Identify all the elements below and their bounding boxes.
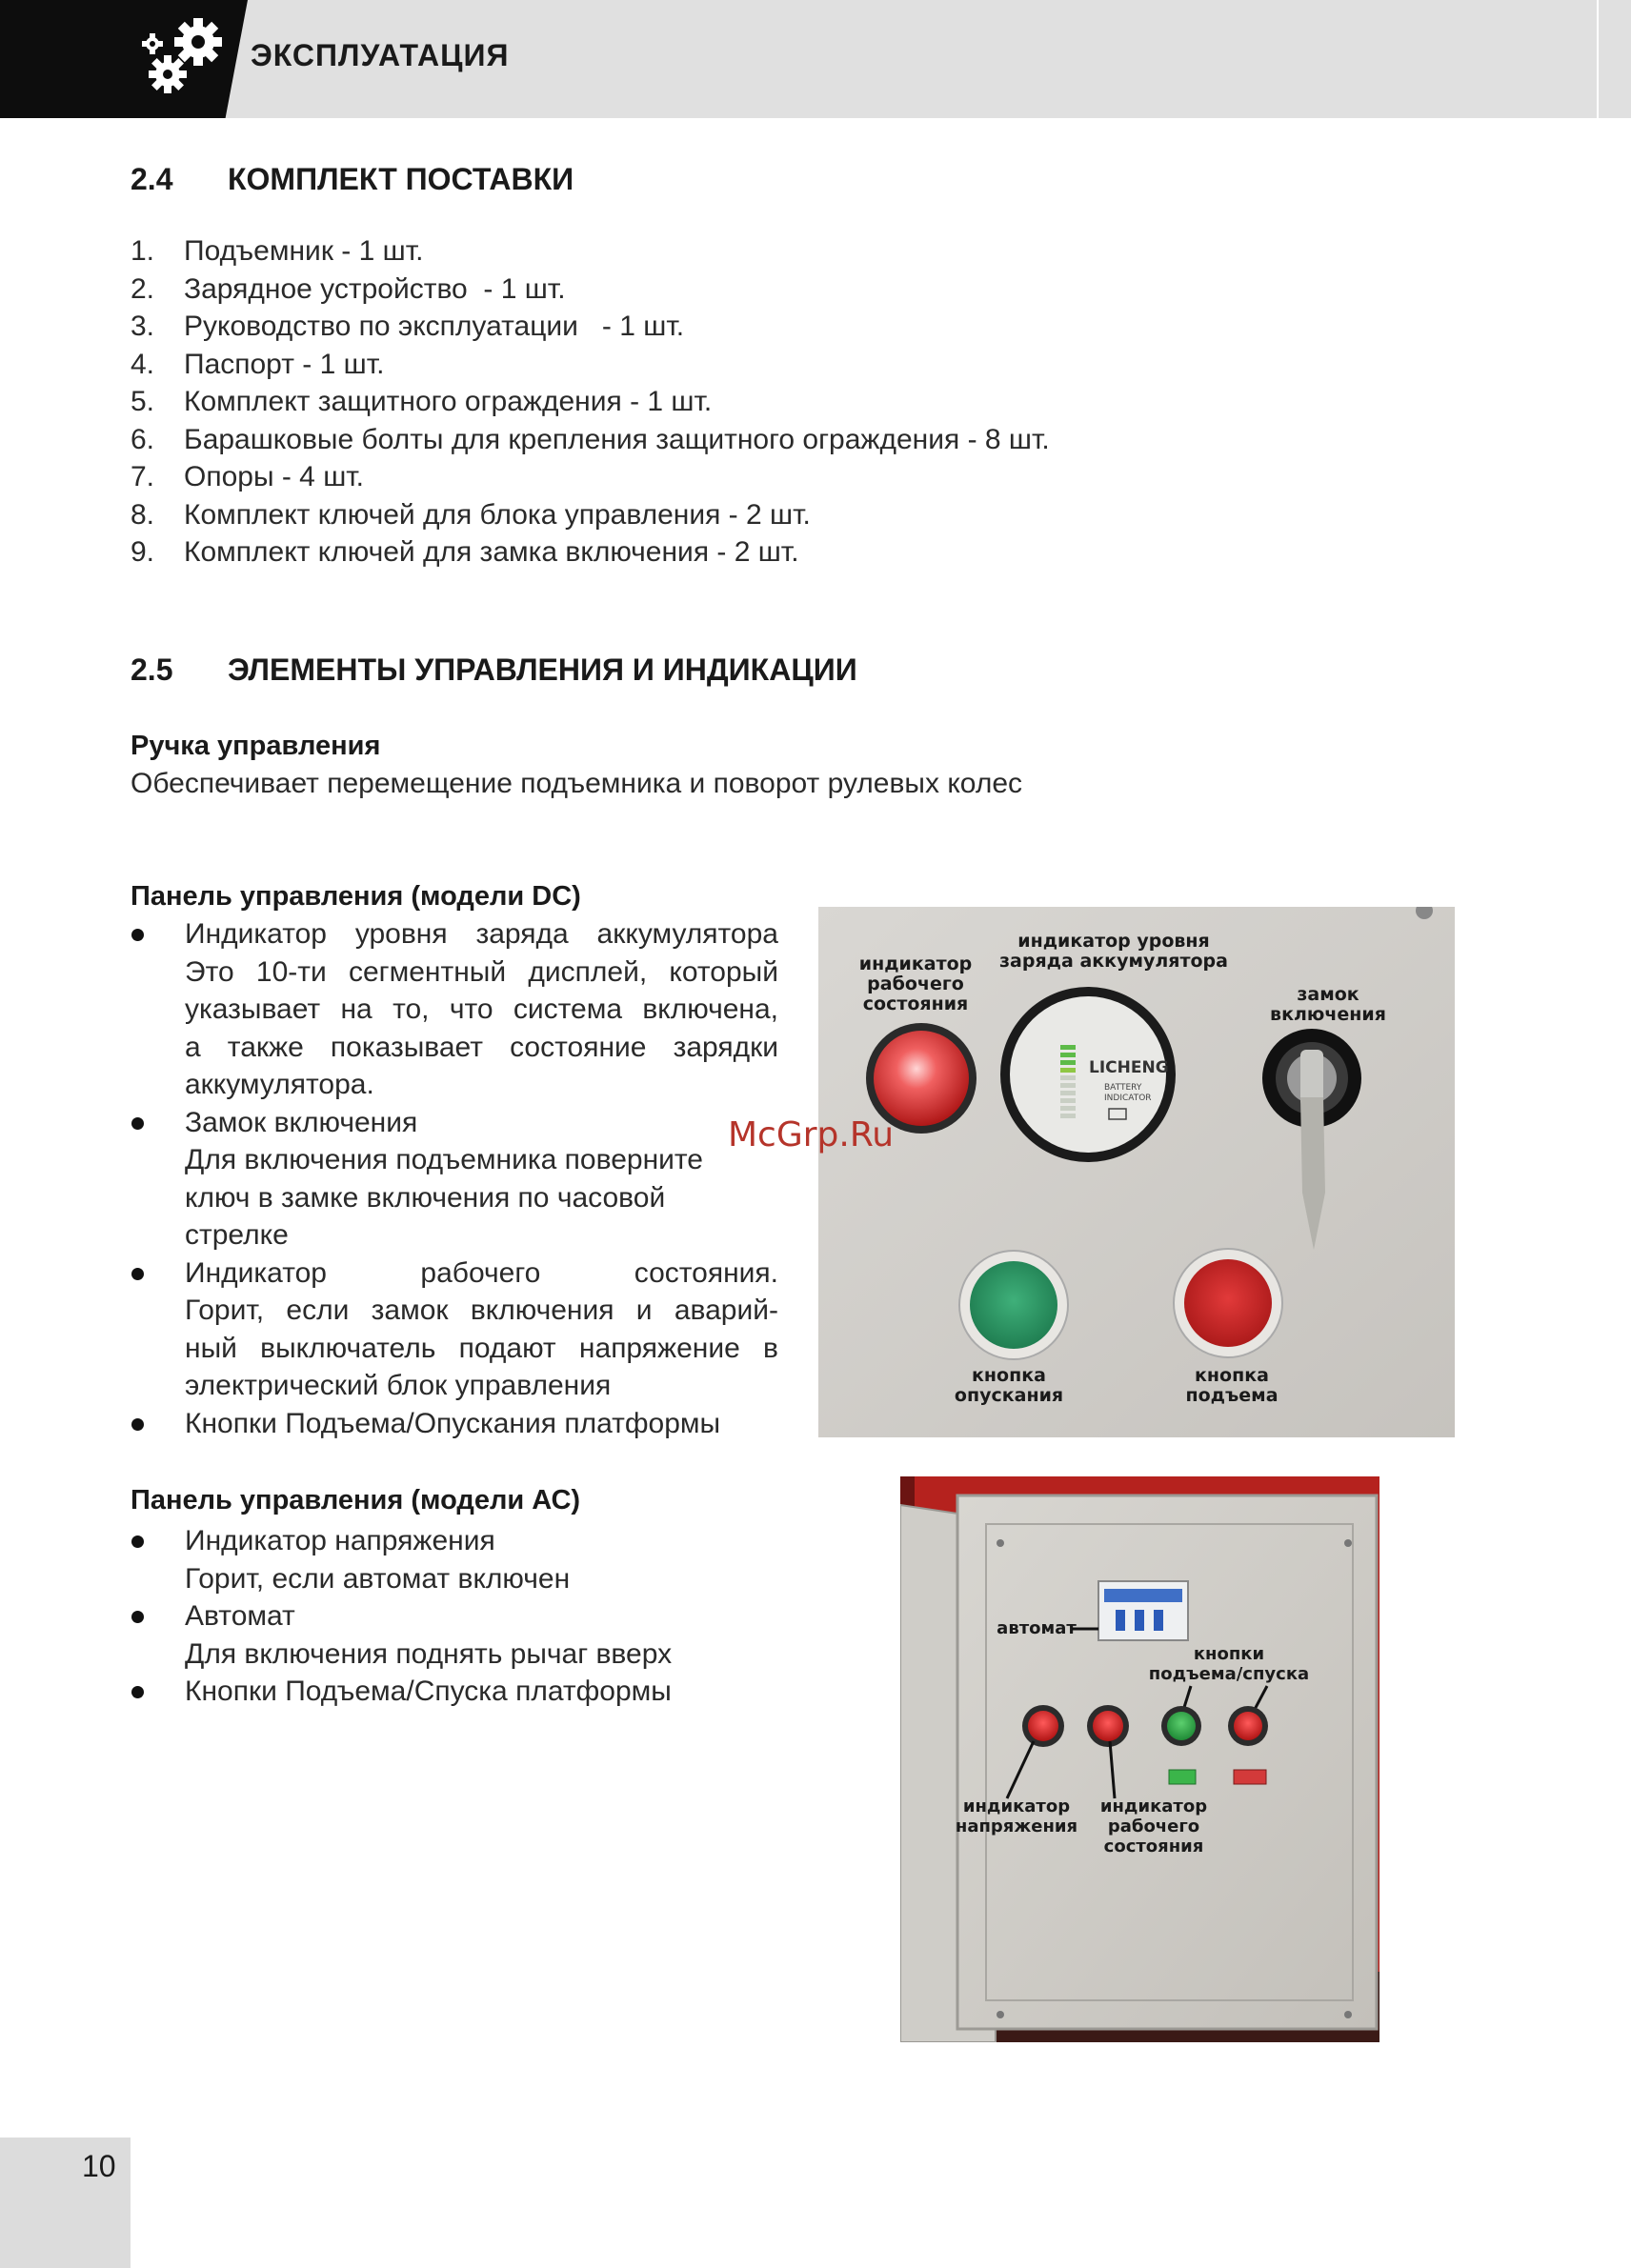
bullet-line: Для включения поднять рычаг вверх xyxy=(185,1637,673,1670)
list-number: 6. xyxy=(131,423,155,455)
header-bar xyxy=(0,0,1631,118)
list-text: Опоры - 4 шт. xyxy=(184,461,365,492)
bullet-line: Автомат xyxy=(185,1600,295,1632)
photo-label: заряда аккумулятора xyxy=(999,951,1228,972)
bullet-line: электрический блок управления xyxy=(185,1370,612,1401)
voltage-lamp xyxy=(1028,1711,1058,1741)
bullet-line: стрелке xyxy=(185,1219,289,1251)
section-title: КОМПЛЕКТ ПОСТАВКИ xyxy=(228,162,574,196)
photo-label: рабочего xyxy=(1107,1816,1200,1836)
bullet-line: аккумулятора. xyxy=(185,1069,374,1100)
bullet-item xyxy=(131,1673,855,1711)
gears-icon xyxy=(133,17,238,103)
bullet-dot xyxy=(131,1117,144,1130)
list-item xyxy=(131,383,1050,421)
list-number: 9. xyxy=(131,536,155,568)
bullet-line: Индикатор уровня заряда аккумулятора xyxy=(185,918,778,950)
photo-label: кнопки xyxy=(1193,1644,1265,1664)
bullet-line: Кнопки Подъема/Спуска платформы xyxy=(185,1676,672,1707)
bullet-item xyxy=(131,1104,778,1254)
list-item xyxy=(131,496,1050,534)
photo-label: состояния xyxy=(1103,1836,1204,1857)
bullet-item xyxy=(131,1522,855,1597)
page-number: 10 xyxy=(82,2149,116,2183)
bullet-item xyxy=(131,1597,855,1673)
down-label-plate xyxy=(1234,1770,1266,1784)
list-text: Подъемник - 1 шт. xyxy=(184,235,424,267)
list-number: 3. xyxy=(131,311,155,342)
photo-label: включения xyxy=(1270,1004,1386,1025)
bullet-line: Для включения подъемника поверните xyxy=(185,1144,703,1175)
list-text: Паспорт - 1 шт. xyxy=(184,348,385,380)
bullet-line: ключ в замке включения по часовой xyxy=(185,1181,666,1214)
photo-label: опускания xyxy=(954,1385,1064,1406)
status-lamp xyxy=(874,1031,969,1126)
bullet-item xyxy=(131,915,778,1104)
photo-label: состояния xyxy=(862,994,969,1014)
bullet-dot xyxy=(131,1686,144,1698)
photo-label: автомат xyxy=(997,1618,1077,1638)
list-number: 8. xyxy=(131,498,155,531)
bullet-dot xyxy=(131,929,144,941)
photo-label: замок xyxy=(1297,984,1359,1005)
delivery-list xyxy=(131,232,1050,572)
photo-label: индикатор уровня xyxy=(1017,931,1210,952)
ac-panel-illustration xyxy=(900,1476,1379,2042)
photo-label: индикатор xyxy=(962,1796,1071,1816)
list-item xyxy=(131,271,1050,309)
list-item xyxy=(131,308,1050,346)
dc-panel-photo xyxy=(818,907,1455,1437)
bullet-item xyxy=(131,1254,778,1405)
list-item xyxy=(131,533,1050,572)
gauge-text: INDICATOR xyxy=(1104,1094,1152,1103)
bullet-line: Горит, если замок включения и аварий- xyxy=(185,1295,778,1326)
list-number: 5. xyxy=(131,386,155,417)
photo-label: кнопка xyxy=(1195,1365,1269,1386)
ac-panel-photo xyxy=(900,1476,1379,2042)
header-title: ЭКСПЛУАТАЦИЯ xyxy=(251,38,510,72)
photo-label: подъема/спуска xyxy=(1148,1664,1310,1684)
bullet-line: Индикатор напряжения xyxy=(185,1525,495,1556)
bullet-item xyxy=(131,1405,778,1443)
status-lamp xyxy=(1093,1711,1123,1741)
photo-label: рабочего xyxy=(867,973,964,994)
bullet-line: указывает на то, что система включена, xyxy=(185,994,778,1025)
up-label-plate xyxy=(1169,1770,1196,1784)
bullet-line: ный выключатель подают напряжение в xyxy=(185,1332,778,1364)
list-text: Комплект ключей для замка включения - 2 шт. xyxy=(184,536,799,568)
photo-label: подъема xyxy=(1185,1385,1279,1406)
section-title: ЭЛЕМЕНТЫ УПРАВЛЕНИЯ И ИНДИКАЦИИ xyxy=(228,652,857,687)
bullet-line: Это 10-ти сегментный дисплей, который xyxy=(185,955,778,988)
bullet-dot xyxy=(131,1535,144,1548)
bullet-dot xyxy=(131,1418,144,1431)
up-button[interactable] xyxy=(1184,1259,1272,1347)
section-heading-2-4 xyxy=(131,162,574,197)
list-number: 1. xyxy=(131,235,155,267)
photo-label: индикатор xyxy=(1099,1796,1208,1816)
photo-label: напряжения xyxy=(955,1816,1078,1836)
section-number: 2.5 xyxy=(131,652,173,687)
list-text: Комплект защитного ограждения - 1 шт. xyxy=(184,386,713,417)
list-item xyxy=(131,458,1050,496)
bullet-dot xyxy=(131,1611,144,1623)
dc-panel-bullets xyxy=(131,915,778,1442)
bullet-line: а также показывает состояние зарядки xyxy=(185,1031,778,1063)
section-heading-2-5 xyxy=(131,652,857,688)
list-item xyxy=(131,346,1050,384)
list-text: Зарядное устройство - 1 шт. xyxy=(184,272,566,305)
photo-label: индикатор xyxy=(858,953,973,974)
list-text: Руководство по эксплуатации - 1 шт. xyxy=(184,311,685,342)
ac-up-button[interactable] xyxy=(1167,1712,1196,1740)
list-item xyxy=(131,232,1050,271)
list-number: 2. xyxy=(131,272,155,305)
bullet-line: Индикатор рабочего состояния. xyxy=(185,1256,778,1289)
ac-down-button[interactable] xyxy=(1234,1712,1262,1740)
watermark: McGrp.Ru xyxy=(728,1115,895,1154)
handle-description: Обеспечивает перемещение подъемника и поворот рулевых колес xyxy=(131,768,1023,799)
bullet-line: Замок включения xyxy=(185,1106,418,1138)
list-text: Барашковые болты для крепления защитного ограждения - 8 шт. xyxy=(184,423,1050,455)
bullet-dot xyxy=(131,1268,144,1280)
down-button[interactable] xyxy=(970,1261,1057,1349)
photo-label: кнопка xyxy=(972,1365,1046,1386)
ac-panel-title: Панель управления (модели АС) xyxy=(131,1485,581,1515)
handle-title: Ручка управления xyxy=(131,731,381,761)
list-text: Комплект ключей для блока управления - 2 шт. xyxy=(184,498,811,531)
ac-panel-bullets xyxy=(131,1522,855,1711)
gauge-text: BATTERY xyxy=(1104,1083,1142,1093)
gauge-brand: LICHENG xyxy=(1089,1058,1169,1077)
bullet-line: Горит, если автомат включен xyxy=(185,1562,571,1595)
list-number: 7. xyxy=(131,461,155,492)
dc-panel-illustration xyxy=(818,907,1455,1437)
list-number: 4. xyxy=(131,348,155,380)
dc-panel-title: Панель управления (модели DC) xyxy=(131,881,581,912)
list-item xyxy=(131,421,1050,459)
header-divider xyxy=(1597,0,1599,118)
bullet-line: Кнопки Подъема/Опускания платформы xyxy=(185,1407,721,1439)
section-number: 2.4 xyxy=(131,162,173,196)
cabinet-body xyxy=(957,1495,1377,2029)
